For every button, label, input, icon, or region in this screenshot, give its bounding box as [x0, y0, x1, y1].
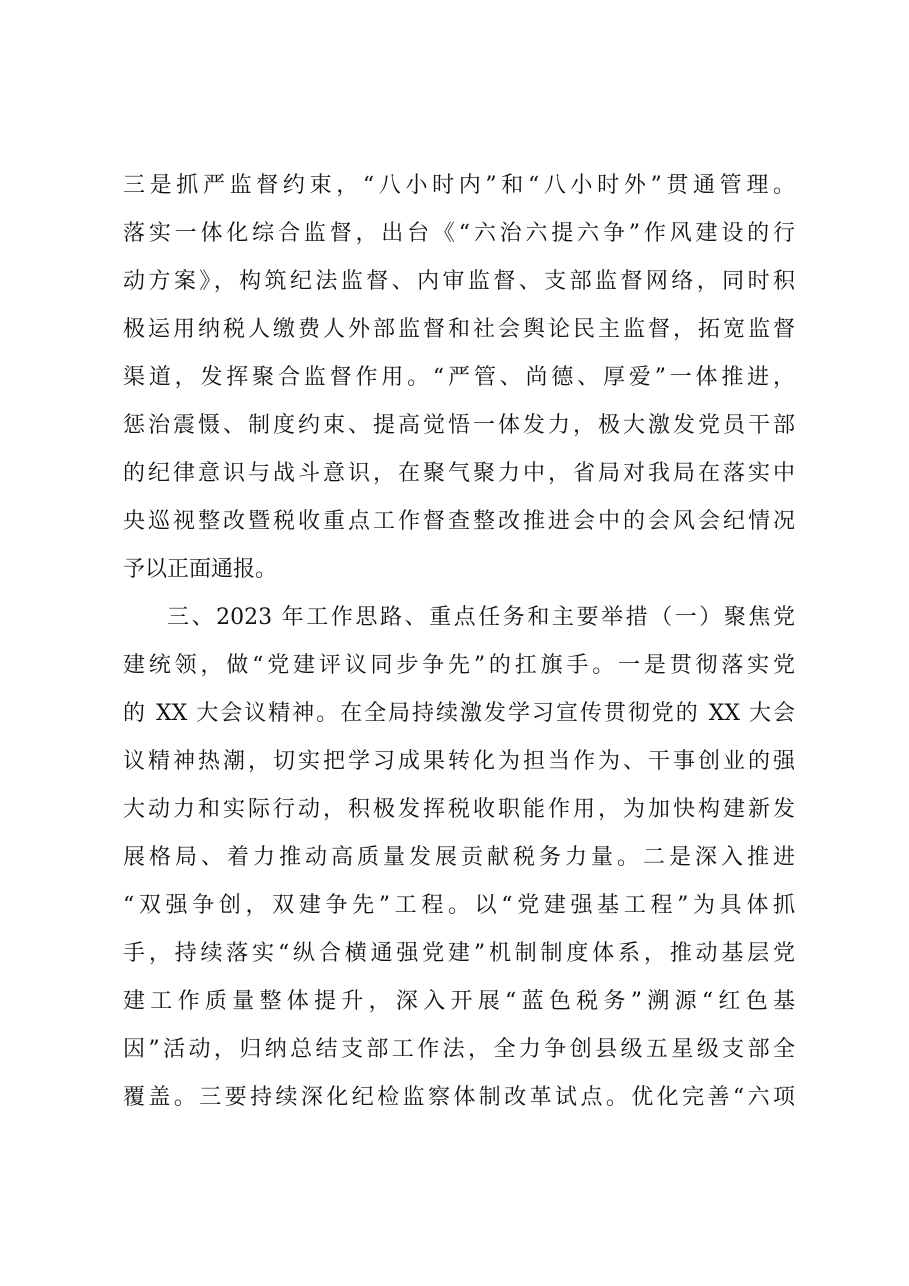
text-line: 落实一体化综合监督，出台《“六治六提六争”作风建设的行: [123, 221, 795, 246]
text-line: 予以正面通报。: [123, 557, 278, 582]
text-line: 覆盖。三要持续深化纪检监察体制改革试点。优化完善“六项: [123, 1085, 795, 1110]
text-line: 的纪律意识与战斗意识，在聚气聚力中，省局对我局在落实中: [123, 461, 795, 486]
paragraph-1: [123, 162, 795, 594]
document-body: [123, 162, 795, 1122]
text-line: 渠道，发挥聚合监督作用。“严管、尚德、厚爱”一体推进，: [123, 365, 795, 390]
text-line: 极运用纳税人缴费人外部监督和社会舆论民主监督，拓宽监督: [123, 317, 795, 342]
text-line: 议精神热潮，切实把学习成果转化为担当作为、干事创业的强: [123, 749, 795, 774]
text-line: 大动力和实际行动，积极发挥税收职能作用，为加快构建新发: [123, 797, 795, 822]
text-line: 建统领，做“党建评议同步争先”的扛旗手。一是贯彻落实党: [123, 653, 795, 678]
text-line: 因”活动，归纳总结支部工作法，全力争创县级五星级支部全: [123, 1037, 795, 1062]
text-line: 惩治震慑、制度约束、提高觉悟一体发力，极大激发党员干部: [123, 413, 795, 438]
text-line: 三、2023 年工作思路、重点任务和主要举措（一）聚焦党: [167, 605, 795, 630]
text-line: 动方案》，构筑纪法监督、内审监督、支部监督网络，同时积: [123, 269, 795, 294]
text-line: 央巡视整改暨税收重点工作督查整改推进会中的会风会纪情况: [123, 509, 795, 534]
paragraph-2: [123, 594, 795, 1122]
text-line: 展格局、着力推动高质量发展贡献税务力量。二是深入推进: [123, 845, 795, 870]
text-line: 的 XX 大会议精神。在全局持续激发学习宣传贯彻党的 XX 大会: [123, 701, 795, 726]
text-line: 三是抓严监督约束，“八小时内”和“八小时外”贯通管理。: [123, 173, 795, 198]
text-line: 手，持续落实“纵合横通强党建”机制制度体系，推动基层党: [123, 941, 795, 966]
text-line: 建工作质量整体提升，深入开展“蓝色税务”溯源“红色基: [123, 989, 795, 1014]
text-line: “双强争创，双建争先”工程。以“党建强基工程”为具体抓: [123, 893, 795, 918]
